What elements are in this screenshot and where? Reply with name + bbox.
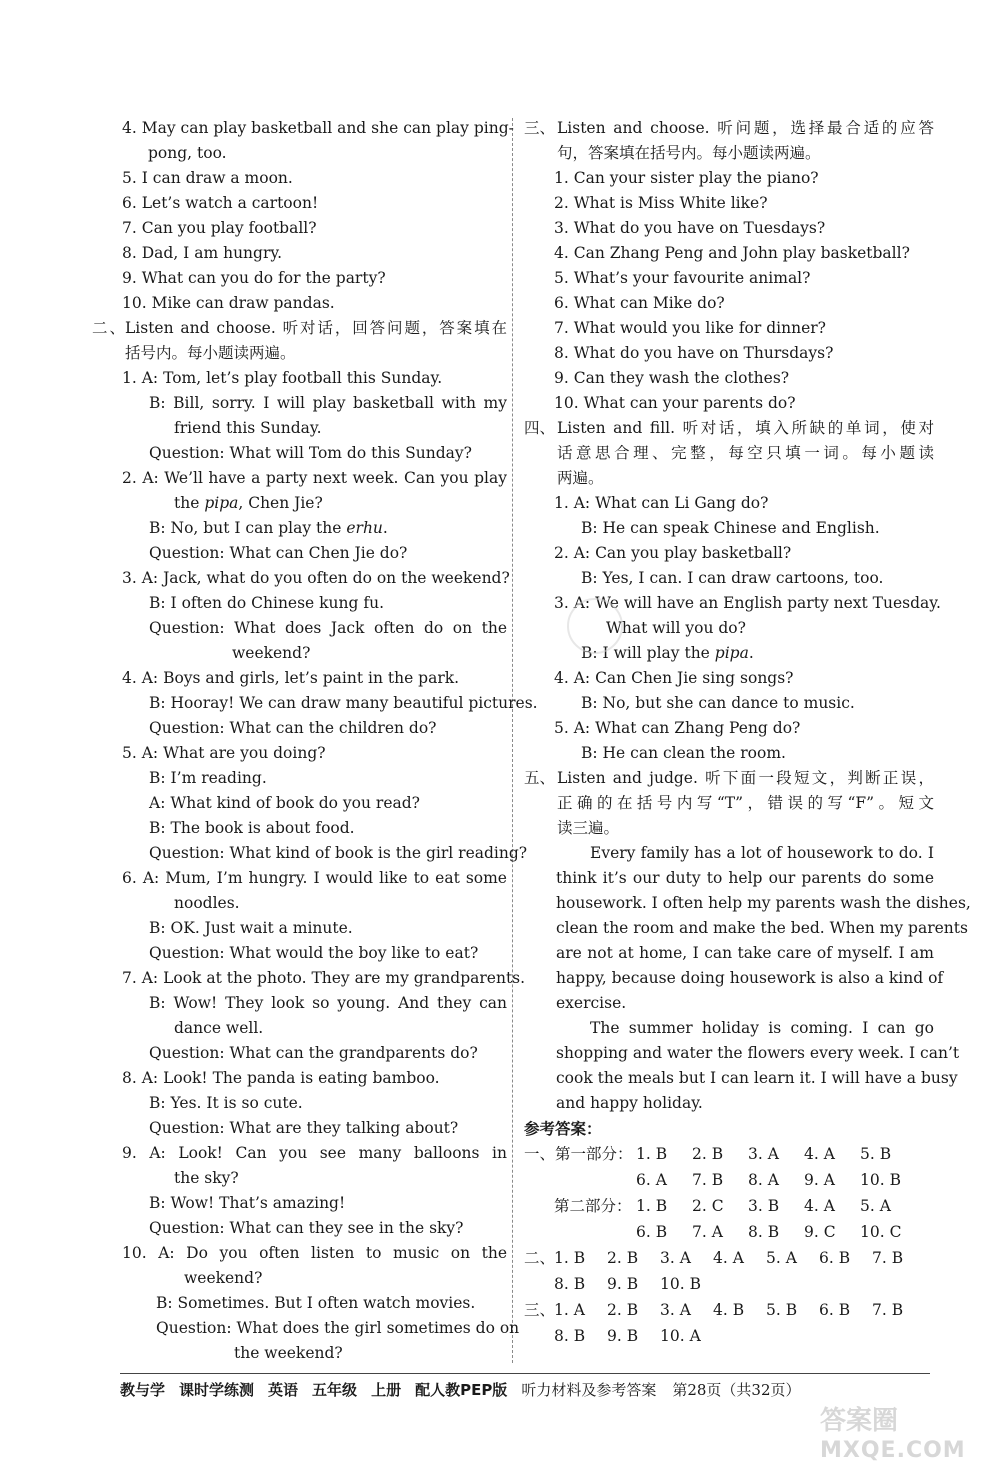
list-item: 10. What can your parents do? [554, 394, 796, 412]
dialog-line: A: What kind of book do you read? [149, 794, 420, 812]
dialog-line: 6. A: Mum, I’m hungry. I would like to eat some [122, 869, 507, 887]
section-heading-cont: 两遍。 [557, 469, 604, 487]
list-item: 4. May can play basketball and she can play ping- [122, 119, 514, 137]
stamp-mark [567, 598, 623, 654]
dialog-line: 9. A: Look! Can you see many balloons in [122, 1144, 507, 1162]
section-heading-cont: 句，答案填在括号内。每小题读两遍。 [557, 144, 821, 162]
list-item: 9. What can you do for the party? [122, 269, 386, 287]
list-item: 8. Dad, I am hungry. [122, 244, 282, 262]
list-item: 8. What do you have on Thursdays? [554, 344, 834, 362]
passage-line: are not at home, I can take care of myself. I am [556, 944, 934, 962]
left-column [92, 116, 538, 1366]
footer-brand: 教与学 [120, 1380, 166, 1399]
list-item: 10. Mike can draw pandas. [122, 294, 335, 312]
passage-line: The summer holiday is coming. I can go [590, 1019, 934, 1037]
dialog-line: 4. A: Can Chen Jie sing songs? [554, 669, 794, 687]
footer-edition: 配人教PEP版 [415, 1380, 508, 1399]
section-heading: 三、 Listen and choose. 听问题，选择最合适的应答 [524, 119, 934, 137]
dialog-line: 1. A: What can Li Gang do? [554, 494, 769, 512]
footer-series: 课时学练测 [179, 1380, 255, 1399]
dialog-line: 1. A: Tom, let’s play football this Sunday. [122, 369, 443, 387]
passage-line: clean the room and make the bed. When my parents [556, 919, 968, 937]
watermark [820, 1400, 1000, 1471]
dialog-line: B: He can clean the room. [581, 744, 786, 762]
dialog-line: B: I’m reading. [149, 769, 267, 787]
dialog-line: 10. A: Do you often listen to music on the [122, 1244, 507, 1262]
question-line: Question: What does Jack often do on the [149, 619, 507, 637]
section3 [524, 116, 934, 416]
dialog-line: B: The book is about food. [149, 819, 355, 837]
dialog-line: B: I often do Chinese kung fu. [149, 594, 385, 612]
section-heading-cont: 读三遍。 [557, 819, 620, 837]
dialog-line: 4. A: Boys and girls, let’s paint in the park. [122, 669, 460, 687]
answer-row: 8. B 9. B 10. B [554, 1275, 701, 1293]
list-item: 1. Can your sister play the piano? [554, 169, 819, 187]
footer-subject: 英语 [268, 1380, 299, 1399]
list-item: 7. Can you play football? [122, 219, 317, 237]
dialog-line: the pipa, Chen Jie? [174, 494, 323, 512]
list-item: 6. Let’s watch a cartoon! [122, 194, 319, 212]
dialog-line: B: No, but she can dance to music. [581, 694, 855, 712]
passage-line: housework. I often help my parents wash the dishes, [556, 894, 971, 912]
passage-line: happy, because doing housework is also a kind of [556, 969, 944, 987]
section5 [524, 766, 971, 1116]
watermark-logo: 答案圈 [820, 1406, 899, 1436]
answer-row: 一、第一部分： 1. B 2. B 3. A 4. A 5. B [524, 1145, 892, 1163]
passage-line: and happy holiday. [556, 1094, 703, 1112]
dialog-line: B: Wow! They look so young. And they can [149, 994, 507, 1012]
answer-row: 二、 1. B 2. B 3. A 4. A 5. A 6. B 7. B [524, 1249, 904, 1267]
answer-row: 6. A 7. B 8. A 9. A 10. B [636, 1171, 901, 1189]
dialog-line: B: He can speak Chinese and English. [581, 519, 880, 537]
dialog-line: 2. A: Can you play basketball? [554, 544, 792, 562]
passage-line: exercise. [556, 994, 627, 1012]
list-item: 6. What can Mike do? [554, 294, 725, 312]
answer-row: 6. B 7. A 8. B 9. C 10. C [636, 1223, 902, 1241]
dialog-line: 7. A: Look at the photo. They are my grandparents. [122, 969, 526, 987]
section4 [524, 416, 941, 766]
question-line-cont: weekend? [232, 644, 311, 662]
dialog-line: 2. A: We’ll have a party next week. Can you play [122, 469, 507, 487]
question-line: Question: What are they talking about? [149, 1119, 459, 1137]
dialog-line: B: Yes. It is so cute. [149, 1094, 303, 1112]
section-heading: 四、 Listen and fill. 听对话，填入所缺的单词，使对 [524, 419, 934, 437]
answer-key-title: 参考答案： [524, 1119, 602, 1138]
list-item: 9. Can they wash the clothes? [554, 369, 790, 387]
dialog-line: dance well. [174, 1019, 264, 1037]
section-heading: 二、 Listen and choose. 听对话，回答问题，答案填在 [92, 319, 507, 337]
answer-row: 第二部分： 1. B 2. C 3. B 4. A 5. A [554, 1197, 891, 1215]
footer-volume: 上册 [371, 1380, 402, 1399]
passage-line: Every family has a lot of housework to do. I [590, 844, 934, 862]
list-item: 2. What is Miss White like? [554, 194, 768, 212]
dialog-line: B: OK. Just wait a minute. [149, 919, 353, 937]
dialog-line: 5. A: What are you doing? [122, 744, 326, 762]
section-heading-cont: 括号内。每小题读两遍。 [125, 344, 296, 362]
question-line: Question: What kind of book is the girl reading? [149, 844, 528, 862]
dialog-line: B: Hooray! We can draw many beautiful pictures. [149, 694, 538, 712]
dialog-line: B: I will play the pipa. [581, 644, 754, 662]
watermark-url: MXQE.COM [820, 1438, 966, 1463]
list-item: 5. What’s your favourite animal? [554, 269, 811, 287]
answer-key [524, 1116, 934, 1349]
dialog-line: the sky? [174, 1169, 239, 1187]
passage-line: shopping and water the flowers every week. I can’t [556, 1044, 960, 1062]
section1-tail [92, 116, 514, 316]
section-heading-cont: 正确的在括号内写“T”，错误的写“F”。短文 [557, 794, 934, 812]
passage [524, 841, 971, 1116]
question-line: Question: What can Chen Jie do? [149, 544, 408, 562]
dialog-line: noodles. [174, 894, 240, 912]
footer-grade: 五年级 [312, 1380, 358, 1399]
passage-line: think it’s our duty to help our parents do some [556, 869, 934, 887]
dialog-line: friend this Sunday. [174, 419, 322, 437]
list-item: 5. I can draw a moon. [122, 169, 293, 187]
question-line: Question: What does the girl sometimes do on [156, 1319, 520, 1337]
dialog-line: B: Bill, sorry. I will play basketball with my [149, 394, 507, 412]
list-item-cont: pong, too. [148, 144, 227, 162]
answer-row: 8. B 9. B 10. A [554, 1327, 701, 1345]
dialog-line: 8. A: Look! The panda is eating bamboo. [122, 1069, 440, 1087]
dialog-line: weekend? [184, 1269, 263, 1287]
section-heading-cont: 话意思合理、完整，每空只填一词。每小题读 [557, 444, 934, 462]
dialog-line: 5. A: What can Zhang Peng do? [554, 719, 801, 737]
dialog-line: B: Sometimes. But I often watch movies. [156, 1294, 476, 1312]
list-item: 3. What do you have on Tuesdays? [554, 219, 826, 237]
dialog-line: 3. A: We will have an English party next Tuesday. [554, 594, 941, 612]
section-heading: 五、 Listen and judge. 听下面一段短文，判断正误， [524, 769, 934, 787]
question-line: Question: What can the children do? [149, 719, 437, 737]
question-line: Question: What can they see in the sky? [149, 1219, 464, 1237]
list-item: 4. Can Zhang Peng and John play basketball? [554, 244, 910, 262]
footer-section: 听力材料及参考答案 [521, 1380, 657, 1399]
passage-line: cook the meals but I can learn it. I will have a busy [556, 1069, 958, 1087]
list-item: 7. What would you like for dinner? [554, 319, 826, 337]
page-number: 第28页（共32页） [672, 1380, 801, 1399]
question-line: Question: What would the boy like to eat? [149, 944, 479, 962]
dialog-line: B: No, but I can play the erhu. [149, 519, 388, 537]
column-divider [512, 118, 513, 1363]
page-footer [120, 1373, 930, 1404]
question-line-cont: the weekend? [234, 1344, 343, 1362]
question-line: Question: What can the grandparents do? [149, 1044, 478, 1062]
section2 [92, 316, 538, 1366]
dialog-line: B: Yes, I can. I can draw cartoons, too. [581, 569, 884, 587]
right-column [524, 116, 971, 1349]
question-line: Question: What will Tom do this Sunday? [149, 444, 472, 462]
dialog-line: What will you do? [606, 619, 746, 637]
dialog-line: 3. A: Jack, what do you often do on the weekend? [122, 569, 510, 587]
answer-row: 三、 1. A 2. B 3. A 4. B 5. B 6. B 7. B [524, 1301, 904, 1319]
dialog-line: B: Wow! That’s amazing! [149, 1194, 346, 1212]
